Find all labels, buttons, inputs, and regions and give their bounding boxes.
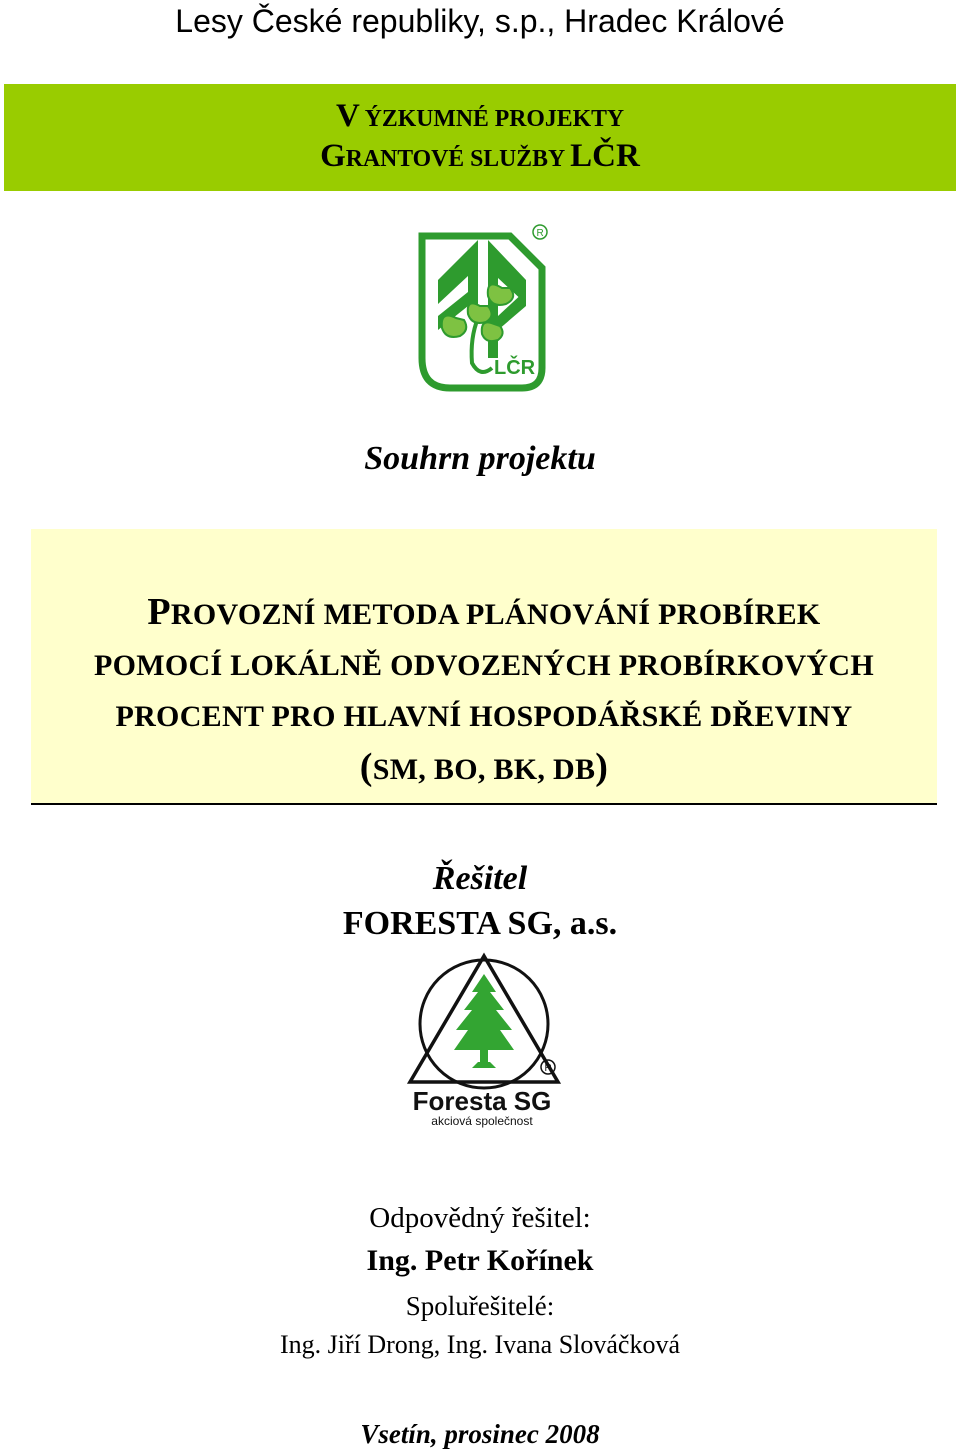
solver-label: Řešitel bbox=[432, 860, 528, 897]
place-and-date: Vsetín, prosinec 2008 bbox=[360, 1419, 600, 1449]
title-line1-rest: ROVOZNÍ METODA PLÁNOVÁNÍ PROBÍREK bbox=[170, 598, 821, 631]
banner-line2-rest: RANTOVÉ SLUŽBY bbox=[345, 146, 571, 172]
foresta-brand-text: Foresta SG bbox=[412, 1086, 552, 1116]
research-projects-banner bbox=[4, 84, 956, 191]
banner-line-research-projects bbox=[4, 96, 956, 139]
title-line4-inner: SM, BO, BK, DB bbox=[372, 753, 596, 786]
tree-icon bbox=[454, 974, 514, 1068]
foresta-tagline: akciová společnost bbox=[431, 1114, 533, 1128]
title-line-3: PROCENT PRO HLAVNÍ HOSPODÁŘSKÉ DŘEVINY bbox=[115, 700, 853, 733]
lcr-registered-mark: R bbox=[536, 228, 544, 239]
lcr-logo bbox=[410, 218, 555, 398]
banner-line2-initial: G bbox=[320, 138, 346, 174]
project-title-box bbox=[31, 529, 937, 805]
project-title bbox=[31, 587, 937, 795]
title-line-2: POMOCÍ LOKÁLNĚ ODVOZENÝCH PROBÍRKOVÝCH bbox=[93, 649, 874, 682]
summary-label: Souhrn projektu bbox=[364, 440, 596, 477]
title-line4-open: ( bbox=[359, 746, 373, 788]
banner-line2-end: LČR bbox=[570, 138, 640, 174]
solver-organization: FORESTA SG, a.s. bbox=[342, 905, 618, 942]
responsible-solver-label: Odpovědný řešitel: bbox=[369, 1202, 591, 1234]
organization-header: Lesy České republiky, s.p., Hradec Králové bbox=[175, 3, 785, 39]
banner-line-grant-services bbox=[4, 136, 956, 179]
title-line4-close: ) bbox=[595, 746, 609, 788]
responsible-solver-name: Ing. Petr Kořínek bbox=[366, 1244, 594, 1277]
co-solvers-names: Ing. Jiří Drong, Ing. Ivana Slováčková bbox=[279, 1330, 681, 1359]
foresta-logo bbox=[380, 952, 585, 1130]
banner-line1-rest: ÝZKUMNÉ PROJEKTY bbox=[364, 106, 625, 132]
title-line-4 bbox=[31, 742, 937, 795]
banner-line1-initial: V bbox=[335, 98, 365, 134]
foresta-registered-mark: R bbox=[544, 1063, 552, 1074]
co-solvers-label: Spoluřešitelé: bbox=[405, 1291, 555, 1321]
lcr-logo-text: LČR bbox=[494, 357, 536, 379]
title-line-1 bbox=[31, 587, 937, 640]
title-line1-initial: P bbox=[147, 591, 171, 633]
